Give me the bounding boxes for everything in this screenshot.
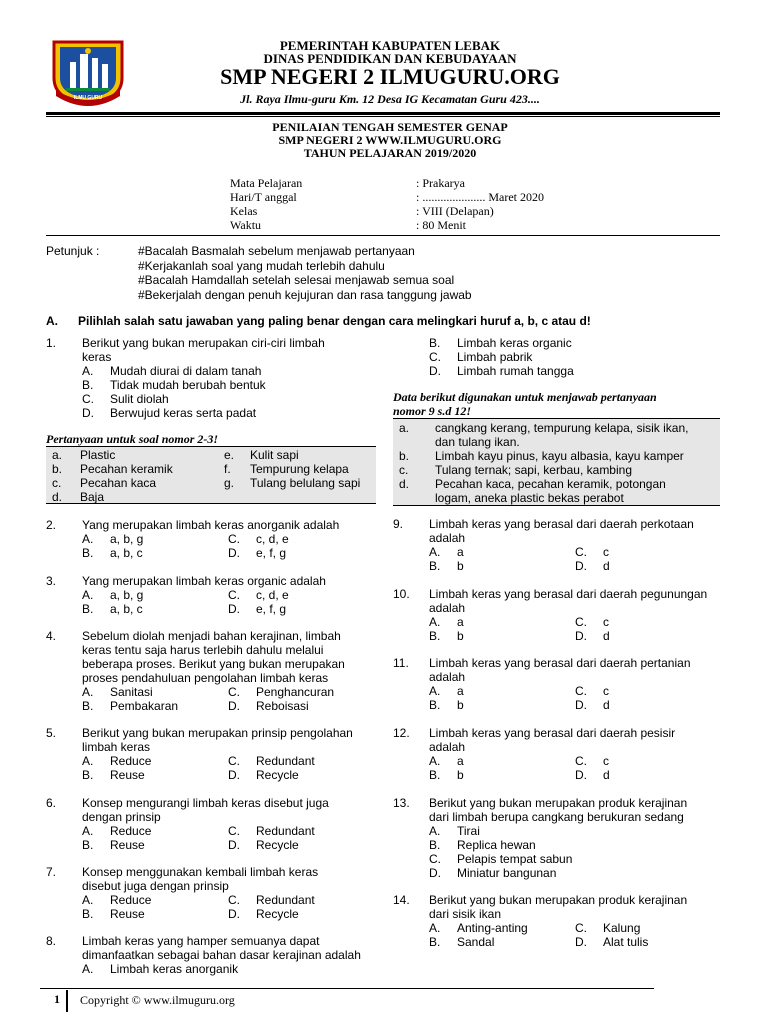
footer-copyright: Copyright © www.ilmuguru.org: [80, 993, 235, 1007]
box-item-letter: e.: [224, 448, 235, 462]
option-text: a, b, g: [110, 532, 144, 546]
option-text: Anting-anting: [457, 921, 528, 935]
option-letter: A.: [82, 824, 94, 838]
option-letter: C.: [429, 852, 441, 866]
option-letter: D.: [575, 768, 587, 782]
box-2-3-title: Pertanyaan untuk soal nomor 2-3!: [46, 432, 219, 446]
question-4: [46, 629, 376, 713]
question-text: keras tentu saja harus terlebih dahulu melalui: [82, 643, 324, 657]
question-text: dari sisik ikan: [429, 907, 502, 921]
question-text: adalah: [429, 601, 466, 615]
meta-value: : Prakarya: [416, 176, 465, 190]
question-13: [393, 796, 728, 880]
option-letter: C.: [228, 824, 240, 838]
header-rule-thin: [46, 116, 720, 117]
box-item-text: cangkang kerang, tempurung kelapa, sisik ikan,: [435, 421, 689, 435]
option-letter: C.: [575, 545, 587, 559]
question-12: [393, 726, 728, 782]
option-text: Reuse: [110, 907, 145, 921]
meta-rule: [46, 235, 720, 236]
option-text: Reduce: [110, 754, 152, 768]
option-letter: B.: [429, 935, 441, 949]
question-text: Limbah keras yang berasal dari daerah pertanian: [429, 656, 691, 670]
meta-label: Waktu: [230, 218, 262, 232]
option-text: a: [457, 615, 464, 629]
instruction-item: #Kerjakanlah soal yang mudah terlebih dahulu: [138, 258, 385, 273]
logo-text: ILMU GURU: [73, 95, 103, 101]
question-text: Berikut yang bukan merupakan ciri-ciri limbah: [82, 336, 325, 350]
box-item-letter: f.: [224, 462, 231, 476]
box-item-letter: b.: [399, 449, 410, 463]
question-1: [46, 336, 376, 420]
option-text: Alat tulis: [603, 935, 649, 949]
footer-divider: [66, 990, 68, 1012]
option-text: Redundant: [256, 754, 315, 768]
option-text: c, d, e: [256, 588, 289, 602]
question-number: 1.: [46, 336, 57, 350]
question-text: Limbah keras yang berasal dari daerah pegunungan: [429, 587, 708, 601]
question-text: Berikut yang bukan merupakan prinsip pengolahan: [82, 726, 353, 740]
question-text: Limbah keras yang berasal dari daerah perkotaan: [429, 517, 694, 531]
box-item-text: Kulit sapi: [250, 448, 299, 462]
option-letter: B.: [429, 559, 441, 573]
box-item-text: Pecahan kaca, pecahan keramik, potongan: [435, 477, 666, 491]
box-item-text: Pecahan kaca: [80, 476, 157, 490]
question-text: limbah keras: [82, 740, 151, 754]
option-text: c: [603, 684, 609, 698]
option-text: a: [457, 545, 464, 559]
option-letter: A.: [82, 893, 94, 907]
box-9-12: [393, 418, 720, 506]
option-letter: C.: [575, 921, 587, 935]
option-text: Replica hewan: [457, 838, 536, 852]
option-letter: D.: [429, 364, 441, 378]
box-item-text: Tempurung kelapa: [250, 462, 349, 476]
question-number: 3.: [46, 574, 57, 588]
option-text: Redundant: [256, 893, 315, 907]
option-letter: D.: [575, 935, 587, 949]
question-number: 8.: [46, 934, 57, 948]
question-text: Konsep menggunakan kembali limbah keras: [82, 865, 319, 879]
option-letter: C.: [82, 392, 94, 406]
option-letter: B.: [82, 838, 94, 852]
question-2: [46, 518, 376, 560]
option-letter: A.: [82, 588, 94, 602]
question-text: Berikut yang bukan merupakan produk kerajinan: [429, 796, 688, 810]
box-item-text: dan tulang ikan.: [435, 435, 520, 449]
school-logo: [50, 38, 126, 106]
option-text: Reboisasi: [256, 699, 309, 713]
question-number: 6.: [46, 796, 57, 810]
option-letter: D.: [228, 838, 240, 852]
option-text: Recycle: [256, 768, 299, 782]
option-letter: C.: [575, 754, 587, 768]
meta-value: : ..................... Maret 2020: [416, 190, 544, 204]
option-letter: D.: [228, 546, 240, 560]
option-letter: B.: [82, 907, 94, 921]
option-letter: D.: [228, 699, 240, 713]
header-gov: PEMERINTAH KABUPATEN LEBAK: [279, 38, 501, 53]
option-text: a, b, g: [110, 588, 144, 602]
question-text: proses pendahuluan pengolahan limbah keras: [82, 671, 329, 685]
box-item-text: Tulang belulang sapi: [250, 476, 361, 490]
question-7: [46, 865, 376, 921]
question-text: dimanfaatkan sebagai bahan dasar kerajinan adalah: [82, 948, 361, 962]
box-2-3: [46, 446, 376, 504]
question-text: dengan prinsip: [82, 810, 161, 824]
option-text: Limbah keras organic: [457, 336, 572, 350]
option-letter: B.: [82, 546, 94, 560]
meta-label: Mata Pelajaran: [230, 176, 303, 190]
option-text: Pelapis tempat sabun: [457, 852, 573, 866]
question-14: [393, 893, 728, 949]
box-item-text: Baja: [80, 490, 105, 504]
meta-label: Kelas: [230, 204, 258, 218]
option-letter: D.: [575, 559, 587, 573]
question-number: 9.: [393, 517, 404, 531]
option-letter: A.: [429, 754, 441, 768]
box-title-line: Data berikut digunakan untuk menjawab pertanyaan: [393, 390, 657, 404]
option-letter: B.: [429, 336, 441, 350]
header-school: SMP NEGERI 2 ILMUGURU.ORG: [220, 64, 560, 89]
option-text: Recycle: [256, 838, 299, 852]
question-text: Limbah keras yang berasal dari daerah pesisir: [429, 726, 676, 740]
box-item-letter: c.: [399, 463, 409, 477]
option-letter: C.: [429, 350, 441, 364]
exam-year: TAHUN PELAJARAN 2019/2020: [303, 146, 477, 160]
option-text: Tidak mudah berubah bentuk: [110, 378, 266, 392]
option-text: a: [457, 684, 464, 698]
question-5: [46, 726, 376, 782]
option-text: Miniatur bangunan: [457, 866, 557, 880]
box-item-letter: b.: [52, 462, 63, 476]
option-letter: D.: [228, 768, 240, 782]
option-text: Tirai: [457, 824, 480, 838]
box-item-text: Tulang ternak; sapi, kerbau, kambing: [435, 463, 632, 477]
footer-rule: [40, 988, 654, 989]
option-text: b: [457, 768, 464, 782]
option-letter: C.: [228, 893, 240, 907]
question-9: [393, 517, 728, 573]
question-number: 13.: [393, 796, 410, 810]
question-3: [46, 574, 376, 616]
option-text: e, f, g: [256, 602, 287, 616]
option-text: d: [603, 559, 610, 573]
option-letter: A.: [82, 532, 94, 546]
option-letter: C.: [228, 685, 240, 699]
section-a-heading: A. Pilihlah salah satu jawaban yang paling benar dengan cara melingkari huruf a, b, c atau d!: [46, 314, 591, 328]
option-text: b: [457, 629, 464, 643]
option-text: Reuse: [110, 838, 145, 852]
option-letter: B.: [82, 699, 94, 713]
question-text: Berikut yang bukan merupakan produk kerajinan: [429, 893, 688, 907]
option-letter: B.: [429, 698, 441, 712]
option-letter: D.: [575, 698, 587, 712]
option-letter: A.: [82, 962, 94, 976]
question-text: adalah: [429, 531, 466, 545]
question-text: keras: [82, 350, 112, 364]
option-letter: C.: [228, 532, 240, 546]
question-10: [393, 587, 728, 643]
box-item-letter: d.: [52, 490, 63, 504]
option-text: b: [457, 559, 464, 573]
option-letter: A.: [82, 364, 94, 378]
question-number: 2.: [46, 518, 57, 532]
option-letter: A.: [429, 684, 441, 698]
question-text: beberapa proses. Berikut yang bukan merupakan: [82, 657, 345, 671]
option-letter: D.: [82, 406, 94, 420]
question-text: dari limbah berupa cangkang berukuran sedang: [429, 810, 684, 824]
option-text: Sanitasi: [110, 685, 153, 699]
option-text: Limbah pabrik: [457, 350, 533, 364]
option-letter: A.: [82, 685, 94, 699]
exam-school: SMP NEGERI 2 WWW.ILMUGURU.ORG: [278, 133, 502, 147]
question-text: Yang merupakan limbah keras organic adalah: [82, 574, 326, 588]
option-text: a, b, c: [110, 602, 143, 616]
option-letter: C.: [228, 754, 240, 768]
instruction-item: #Bekerjalah dengan penuh kejujuran dan rasa tanggung jawab: [138, 287, 472, 302]
instruction-item: #Bacalah Basmalah sebelum menjawab pertanyaan: [138, 244, 415, 258]
header-address: Jl. Raya Ilmu-guru Km. 12 Desa IG Kecamatan Guru 423....: [240, 92, 540, 106]
meta-label: Hari/T anggal: [230, 190, 297, 204]
option-letter: D.: [228, 907, 240, 921]
box-item-letter: a.: [52, 448, 63, 462]
question-text: Limbah keras yang hamper semuanya dapat: [82, 934, 320, 948]
option-letter: A.: [429, 921, 441, 935]
question-8: [46, 934, 386, 976]
option-text: Kalung: [603, 921, 641, 935]
question-text: Yang merupakan limbah keras anorganik adalah: [82, 518, 340, 532]
option-text: b: [457, 698, 464, 712]
instruction-item: #Bacalah Hamdallah setelah selesai menjawab semua soal: [138, 273, 455, 287]
meta-block: [230, 176, 650, 232]
question-number: 5.: [46, 726, 57, 740]
question-number: 12.: [393, 726, 410, 740]
option-text: c: [603, 545, 609, 559]
page-number: 1: [54, 992, 60, 1006]
option-letter: B.: [429, 768, 441, 782]
question-number: 4.: [46, 629, 57, 643]
option-letter: B.: [429, 629, 441, 643]
option-text: a: [457, 754, 464, 768]
option-text: d: [603, 629, 610, 643]
option-letter: B.: [82, 602, 94, 616]
option-text: Berwujud keras serta padat: [110, 406, 257, 420]
question-6: [46, 796, 376, 852]
box-item-letter: d.: [399, 477, 410, 491]
option-letter: A.: [82, 754, 94, 768]
header-dept: DINAS PENDIDIKAN DAN KEBUDAYAAN: [263, 51, 517, 66]
option-letter: D.: [429, 866, 441, 880]
option-text: Limbah keras anorganik: [110, 962, 239, 976]
box-item-letter: g.: [224, 476, 235, 490]
instructions-label: Petunjuk :: [46, 244, 100, 258]
exam-title: PENILAIAN TENGAH SEMESTER GENAP: [272, 120, 508, 134]
meta-value: : VIII (Delapan): [416, 204, 494, 218]
meta-value: : 80 Menit: [416, 218, 466, 232]
option-letter: A.: [429, 545, 441, 559]
option-text: c: [603, 754, 609, 768]
option-letter: A.: [429, 615, 441, 629]
box-item-letter: c.: [52, 476, 62, 490]
option-letter: B.: [429, 838, 441, 852]
question-number: 11.: [393, 656, 409, 670]
option-text: Redundant: [256, 824, 315, 838]
question-text: adalah: [429, 670, 466, 684]
option-letter: C.: [228, 588, 240, 602]
option-text: Recycle: [256, 907, 299, 921]
box-9-12-title: [393, 390, 657, 418]
box-item-text: logam, aneka plastic bekas perabot: [435, 491, 624, 505]
box-item-text: Pecahan keramik: [80, 462, 173, 476]
option-text: Mudah diurai di dalam tanah: [110, 364, 262, 378]
option-letter: A.: [429, 824, 441, 838]
option-text: Penghancuran: [256, 685, 335, 699]
option-text: d: [603, 768, 610, 782]
box-item-text: Plastic: [80, 448, 116, 462]
question-number: 14.: [393, 893, 410, 907]
option-letter: C.: [575, 615, 587, 629]
header-rule: [46, 112, 720, 115]
option-text: Reduce: [110, 824, 152, 838]
option-letter: D.: [575, 629, 587, 643]
question-text: Konsep mengurangi limbah keras disebut juga: [82, 796, 329, 810]
option-text: Sulit diolah: [110, 392, 169, 406]
option-text: Pembakaran: [110, 699, 179, 713]
option-letter: C.: [575, 684, 587, 698]
option-text: Reuse: [110, 768, 145, 782]
question-text: Sebelum diolah menjadi bahan kerajinan, limbah: [82, 629, 341, 643]
option-text: Sandal: [457, 935, 495, 949]
option-letter: B.: [82, 768, 94, 782]
option-text: c, d, e: [256, 532, 289, 546]
option-text: e, f, g: [256, 546, 287, 560]
option-text: a, b, c: [110, 546, 143, 560]
box-item-letter: a.: [399, 421, 410, 435]
question-text: adalah: [429, 740, 466, 754]
option-letter: B.: [82, 378, 94, 392]
box-item-text: Limbah kayu pinus, kayu albasia, kayu kamper: [435, 449, 684, 463]
option-text: c: [603, 615, 609, 629]
option-text: d: [603, 698, 610, 712]
option-text: Reduce: [110, 893, 152, 907]
question-text: disebut juga dengan prinsip: [82, 879, 229, 893]
option-text: Limbah rumah tangga: [457, 364, 574, 378]
question-8-continued: [429, 336, 729, 378]
question-number: 10.: [393, 587, 410, 601]
box-title-line: nomor 9 s.d 12!: [393, 404, 472, 418]
option-letter: D.: [228, 602, 240, 616]
question-11: [393, 656, 728, 712]
question-number: 7.: [46, 865, 57, 879]
